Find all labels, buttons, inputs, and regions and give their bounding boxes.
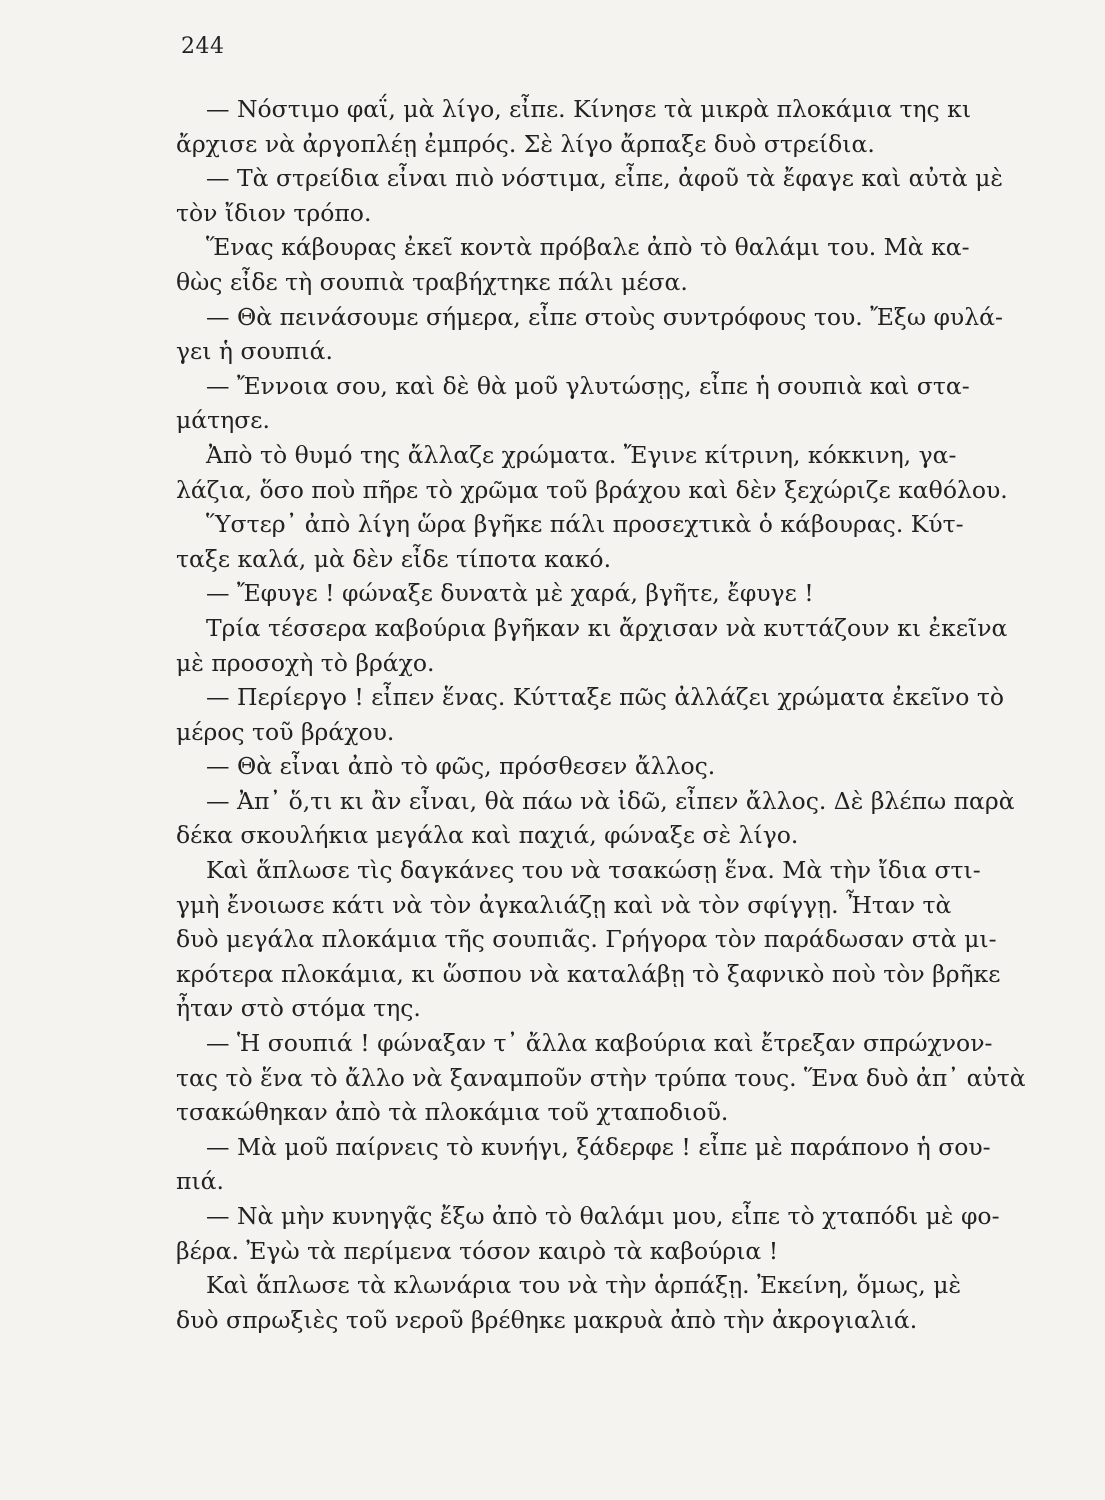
text-line: τσακώθηκαν ἀπὸ τὰ πλοκάμια τοῦ χταποδιοῦ. [176, 1098, 729, 1127]
text-line: — Νὰ μὴν κυνηγᾷς ἔξω ἀπὸ τὸ θαλάμι μου, εἶπε τὸ χταπόδι μὲ φο- [206, 1202, 1000, 1230]
text-line: Ὕστερ᾽ ἀπὸ λίγη ὥρα βγῆκε πάλι προσεχτικὰ ὁ κάβουρας. Κύτ- [206, 510, 964, 539]
text-line: δυὸ μεγάλα πλοκάμια τῆς σουπιᾶς. Γρήγορα τὸν παράδωσαν στὰ μι- [176, 925, 997, 954]
text-line: — Ἔφυγε ! φώναξε δυνατὰ μὲ χαρά, βγῆτε, ἔφυγε ! [206, 579, 814, 608]
text-line: Καὶ ἅπλωσε τὶς δαγκάνες του νὰ τσακώσῃ ἕνα. Μὰ τὴν ἴδια στι- [206, 856, 981, 885]
text-line: — Νόστιμο φαΐ, μὰ λίγο, εἶπε. Κίνησε τὰ μικρὰ πλοκάμια της κι [206, 95, 972, 123]
text-line: — Ἔννοια σου, καὶ δὲ θὰ μοῦ γλυτώσῃς, εἶπε ἡ σουπιὰ καὶ στα- [206, 371, 970, 400]
text-line: — Θὰ πεινάσουμε σήμερα, εἶπε στοὺς συντρόφους του. Ἔξω φυλά- [206, 302, 1003, 331]
text-line: — Ἀπ᾽ ὅ,τι κι ἂν εἶναι, θὰ πάω νὰ ἰδῶ, εἶπεν ἄλλος. Δὲ βλέπω παρὰ [206, 786, 1015, 815]
text-line: — Τὰ στρείδια εἶναι πιὸ νόστιμα, εἶπε, ἀφοῦ τὰ ἔφαγε καὶ αὐτὰ μὲ [206, 164, 1003, 193]
text-line: λάζια, ὅσο ποὺ πῆρε τὸ χρῶμα τοῦ βράχου καὶ δὲν ξεχώριζε καθόλου. [176, 475, 1008, 504]
text-line: ἄρχισε νὰ ἀργοπλέῃ ἐμπρός. Σὲ λίγο ἄρπαξε δυὸ στρείδια. [176, 129, 875, 158]
text-line: δυὸ σπρωξιὲς τοῦ νεροῦ βρέθηκε μακρυὰ ἀπὸ τὴν ἀκρογιαλιά. [176, 1305, 918, 1334]
text-line: κρότερα πλοκάμια, κι ὥσπου νὰ καταλάβῃ τὸ ξαφνικὸ ποὺ τὸν βρῆκε [176, 959, 1001, 988]
text-line: Καὶ ἅπλωσε τὰ κλωνάρια του νὰ τὴν ἁρπάξῃ. Ἐκείνη, ὅμως, μὲ [206, 1271, 962, 1300]
text-line: θὼς εἶδε τὴ σουπιὰ τραβήχτηκε πάλι μέσα. [176, 267, 688, 296]
text-line: τας τὸ ἕνα τὸ ἄλλο νὰ ξαναμποῦν στὴν τρύπα τους. Ἕνα δυὸ ἀπ᾽ αὐτὰ [176, 1063, 1026, 1092]
text-line: βέρα. Ἐγὼ τὰ περίμενα τόσον καιρὸ τὰ καβούρια ! [176, 1236, 779, 1265]
text-line: μάτησε. [176, 406, 270, 435]
text-line: Ἀπὸ τὸ θυμό της ἄλλαζε χρώματα. Ἔγινε κίτρινη, κόκκινη, γα- [206, 440, 957, 469]
text-line: Τρία τέσσερα καβούρια βγῆκαν κι ἄρχισαν νὰ κυττάζουν κι ἐκεῖνα [206, 613, 1008, 642]
text-line: γμὴ ἔνοιωσε κάτι νὰ τὸν ἀγκαλιάζῃ καὶ νὰ τὸν σφίγγῃ. Ἦταν τὰ [176, 890, 952, 919]
text-line: — Περίεργο ! εἶπεν ἕνας. Κύτταξε πῶς ἀλλάζει χρώματα ἐκεῖνο τὸ [206, 683, 1004, 712]
body-text [176, 92, 1026, 1337]
text-line: — Θὰ εἶναι ἀπὸ τὸ φῶς, πρόσθεσεν ἄλλος. [206, 752, 716, 781]
text-line: μέρος τοῦ βράχου. [176, 717, 395, 746]
page-number: 244 [181, 34, 225, 59]
text-line: — Ἡ σουπιά ! φώναξαν τ᾽ ἄλλα καβούρια καὶ ἔτρεξαν σπρώχνον- [206, 1029, 993, 1058]
text-line: πιά. [176, 1167, 224, 1196]
text-line: δέκα σκουλήκια μεγάλα καὶ παχιά, φώναξε σὲ λίγο. [176, 821, 799, 850]
text-line: — Μὰ μοῦ παίρνεις τὸ κυνήγι, ξάδερφε ! εἶπε μὲ παράπονο ἡ σου- [206, 1132, 991, 1161]
text-line: ταξε καλά, μὰ δὲν εἶδε τίποτα κακό. [176, 544, 612, 573]
text-line: τὸν ἴδιον τρόπο. [176, 198, 372, 227]
text-line: ἦταν στὸ στόμα της. [176, 994, 421, 1023]
text-line: Ἕνας κάβουρας ἐκεῖ κοντὰ πρόβαλε ἀπὸ τὸ θαλάμι του. Μὰ κα- [206, 233, 970, 262]
text-line: γει ἡ σουπιά. [176, 337, 333, 366]
text-line: μὲ προσοχὴ τὸ βράχο. [176, 648, 435, 677]
